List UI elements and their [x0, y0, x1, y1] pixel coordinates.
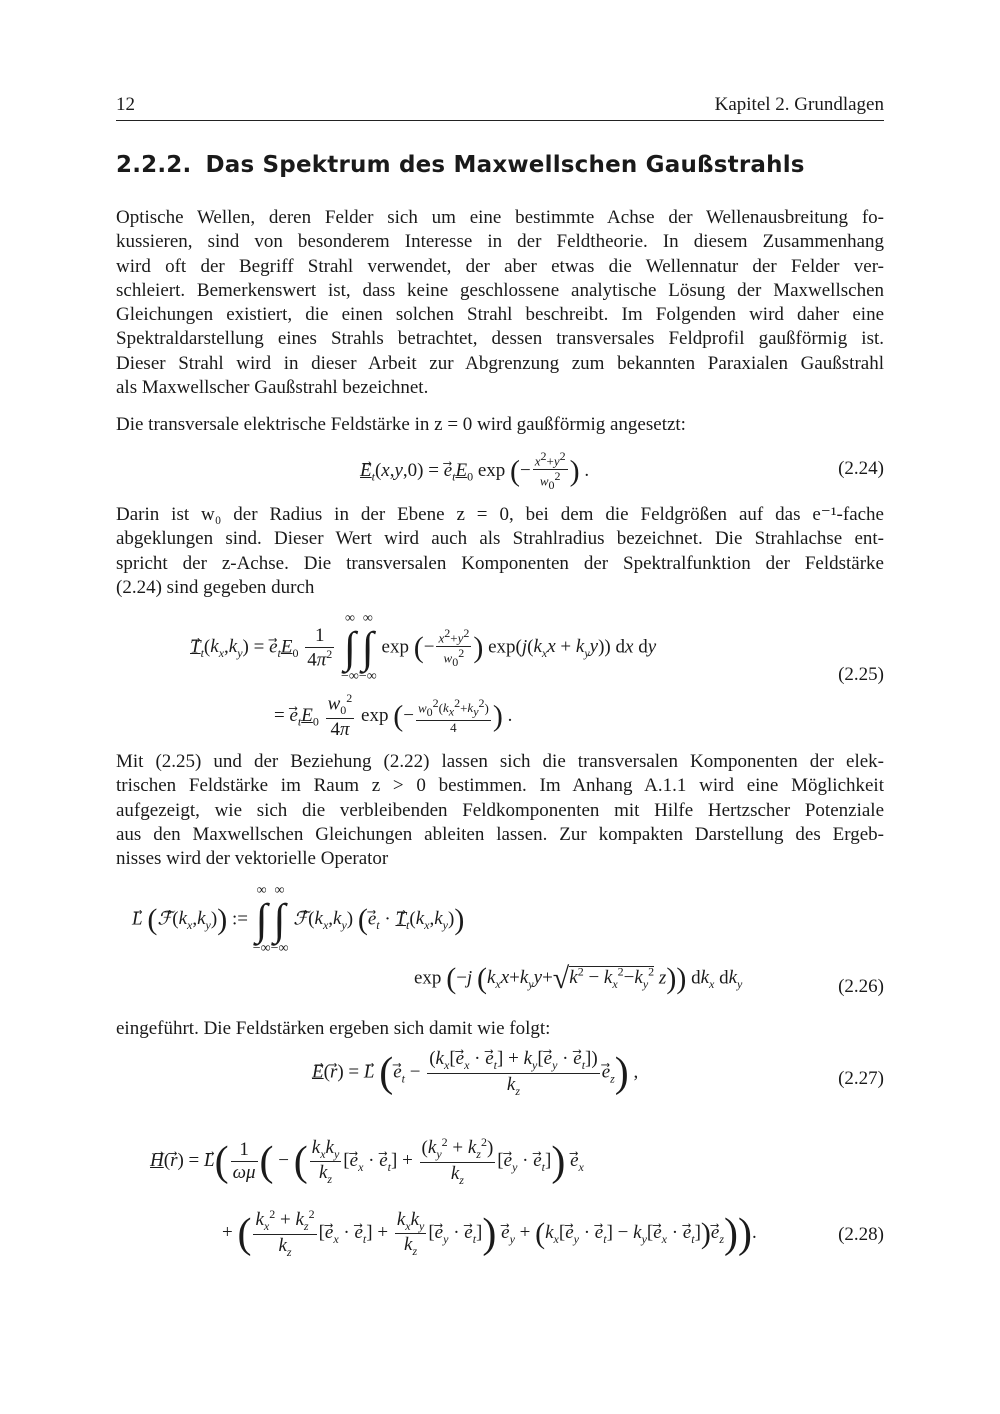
equation-2-25	[116, 608, 884, 740]
text-line: als Maxwellscher Gaußstrahl bezeichnet.	[116, 377, 429, 399]
text-line: Optische Wellen, deren Felder sich um eine bestimmte Achse der Wellenausbreitung fo-	[116, 207, 884, 228]
paragraph-field-ansatz	[116, 413, 884, 437]
text-line: eingeführt. Die Feldstärken ergeben sich damit wie folgt:	[116, 1018, 551, 1039]
equation-number: (2.26)	[838, 976, 884, 997]
section-number: 2.2.2.	[116, 152, 192, 178]
text-line: Dieser Strahl wird in dieser Arbeit zur Abgrenzung zum bekannten Paraxialen Gaußstrahl	[116, 352, 884, 374]
equation-2-28	[116, 1136, 884, 1276]
section-title: Das Spektrum des Maxwellschen Gaußstrahls	[205, 152, 805, 178]
page	[116, 0, 884, 1414]
paragraph-operator-intro	[116, 750, 884, 871]
equation-body-line-2: exp (−j ($k_xx+k_yy+√k^2 - k_x^2-k_y^2$ z)) $dk_x$ $dk_y$	[414, 962, 743, 995]
text-line: aus den Maxwellschen Gleichungen ableiten lassen. Zur kompakten Darstellung des Ergeb-	[116, 823, 884, 845]
equation-number: (2.25)	[838, 664, 884, 685]
text-line: aufgezeigt, wie sich die verbleibenden Feldkomponenten mit Hilfe Hertzscher Potenziale	[116, 799, 884, 821]
running-header	[116, 94, 884, 121]
equation-body-line-1: L⃗ $(ℱ⃗(k_x,k_y))$ := ∞ ∫ −∞∞ ∫ −∞ $ℱ⃗(k_x,k_y) (e_t \cdot T_t(k_x,k_y))$	[132, 883, 465, 956]
equation-body-line-1: $T_t(k_x,k_y) = e_tE_0$ $\frac{1}{4\pi^2}$ ∞ ∫ −∞∞ ∫ −∞ exp (− $\frac{x^2+y^2}{w_0^2}$ ) $\exp(j(k_xx + k_yy))$ dx dy	[190, 611, 657, 684]
equation-2-27	[116, 1048, 884, 1110]
equation-number: (2.24)	[838, 458, 884, 479]
text-line: schleiert. Bemerkenswert ist, dass keine geschlossene analytische Lösung der Maxwellschen	[116, 279, 884, 301]
equation-number: (2.27)	[838, 1068, 884, 1089]
paragraph-field-strengths	[116, 1017, 884, 1041]
text-line: Spektraldarstellung eines Strahls betrachtet, dessen transversales Feldprofil gaußförmig ist.	[116, 328, 884, 350]
text-line: kussieren, sind von besonderem Interesse in der Feldtheorie. In diesem Zusammenhang	[116, 231, 884, 253]
equation-2-24	[116, 448, 884, 492]
text-line: Die transversale elektrische Feldstärke in z = 0 wird gaußförmig angesetzt:	[116, 414, 686, 435]
page-number: 12	[116, 94, 135, 115]
text-line: Gleichungen existiert, die einen solchen Strahl beschreibt. Im Folgenden wird daher eine	[116, 304, 884, 326]
text-line: Mit (2.25) und der Beziehung (2.22) lassen sich die transversalen Komponenten der elek-	[116, 751, 884, 772]
chapter-title: Kapitel 2. Grundlagen	[714, 94, 884, 115]
text-line: trischen Feldstärke im Raum z > 0 bestimmen. Im Anhang A.1.1 wird eine Möglichkeit	[116, 775, 884, 797]
equation-number: (2.28)	[838, 1224, 884, 1245]
equation-2-26	[116, 884, 884, 1008]
equation-body: E(r⃗) = L⃗ ($e_t$ − $\frac{(k_x[e_x \cdot e_t] + k_y[e_y \cdot e_t])}{k_z}$ $e_z$) ,	[312, 1048, 639, 1098]
equation-body-line-2: + ( $\frac{k_x^2 + k_z^2}{k_z}$ $[e_x \cdot e_t]$ + $\frac{k_xk_y}{k_z}$ $[e_y \cdot e_t]$) $e_y + (k_x[e_y \cdot e_t] - k_y[e_x \cdot e_t])e_z$)).	[222, 1207, 757, 1259]
text-line: Darin ist w₀ der Radius in der Ebene z = 0, bei dem die Feldgrößen auf das e⁻¹-fache	[116, 504, 884, 525]
equation-body: $E_t(x,y,0) = e_tE_0$ exp (− $\frac{x^2+y^2}{w_0^2}$ ) .	[360, 449, 590, 493]
text-line: (2.24) sind gegeben durch	[116, 576, 315, 598]
text-line: abgeklungen sind. Dieser Wert wird auch als Strahlradius bezeichnet. Die Strahlachse ent-	[116, 528, 884, 550]
paragraph-beam-radius	[116, 503, 884, 600]
text-line: wird oft der Begriff Strahl verwendet, der aber etwas die Wellennatur der Felder ver-	[116, 255, 884, 277]
paragraph-intro	[116, 206, 884, 400]
section-heading	[116, 152, 805, 178]
equation-body-line-2: = $e_tE_0$ $\frac{w_0^2}{4\pi}$ exp (− $\frac{w_0^2(k_x^2+k_y^2)}{4}$ ) .	[274, 691, 513, 740]
text-line: spricht der z-Achse. Die transversalen Komponenten der Spektralfunktion der Feldstärke	[116, 552, 884, 574]
text-line: nisses wird der vektorielle Operator	[116, 848, 389, 870]
equation-body-line-1: H(r⃗) = L( $\frac{1}{\omega\mu}$ ( − ( $\frac{k_xk_y}{k_z}$ $[e_x \cdot e_t]$ + $\frac{(k_y^2 + k_z^2)}{k_z}$ $[e_y \cdot e_t]$) $e_x$	[150, 1135, 584, 1187]
